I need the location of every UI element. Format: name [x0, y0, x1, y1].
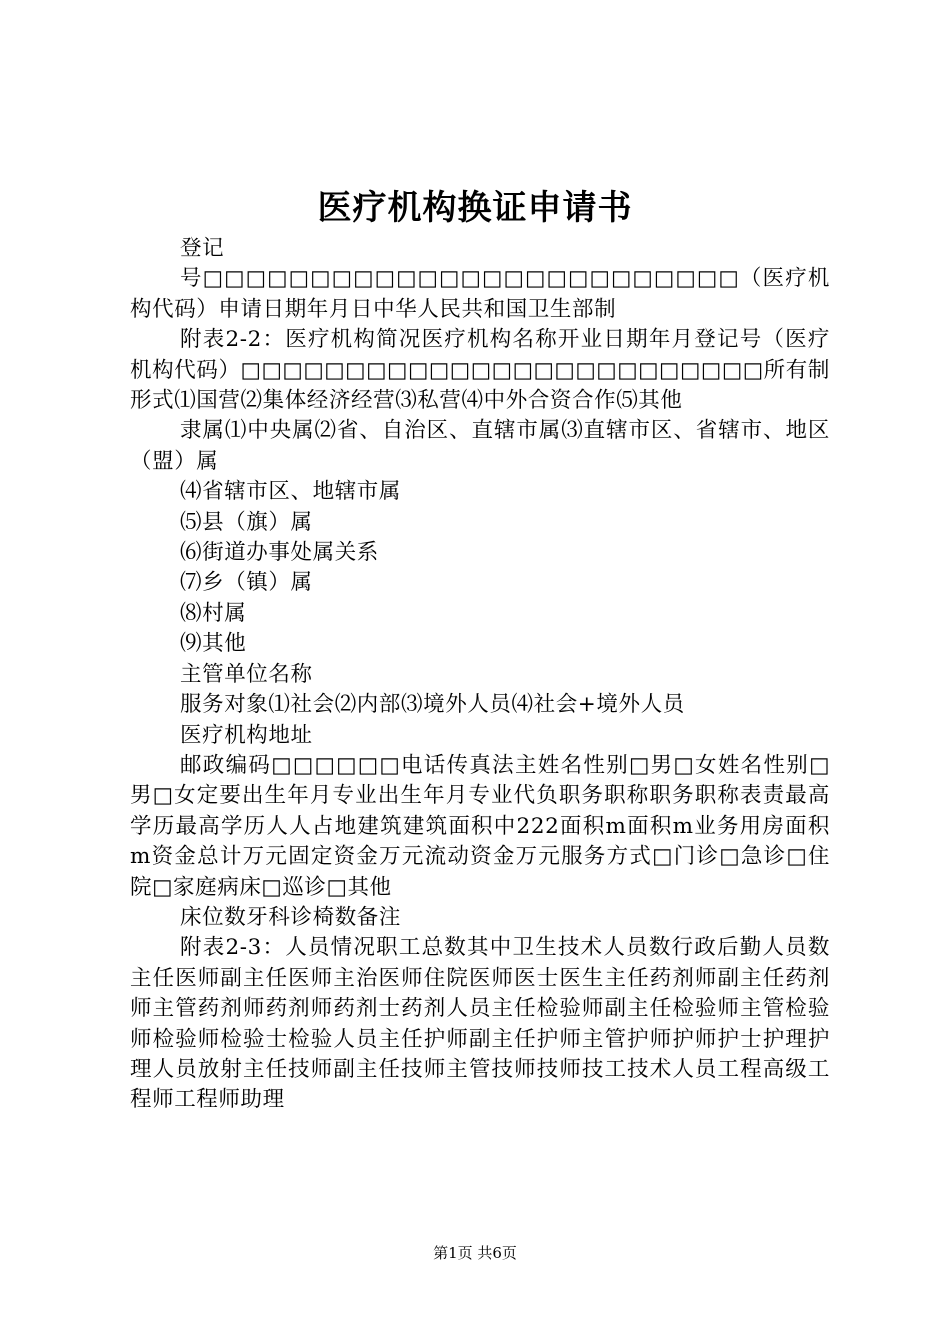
- paragraph-affiliation-option-9: ⑼其他: [180, 631, 247, 657]
- paragraph-affiliation-option-6: ⑹街道办事处属关系: [180, 540, 379, 566]
- paragraph-appendix-2-3: 附表2-3：人员情况职工总数其中卫生技术人员数行政后勤人员数主任医师副主任医师主治医师住院医师医士医生主任药剂师副主任药剂师主管药剂师药剂师药剂士药剂人员主任检验师副主任检验师主管检验师检验师检验士检验人员主任护师副主任护师主管护师护师护士护理护理人员放射主任技师副主任技师主管技师技师技工技术人员工程高级工程师工程师助理: [130, 935, 830, 1113]
- document-body: [130, 234, 830, 1116]
- paragraph-service-target: 服务对象⑴社会⑵内部⑶境外人员⑷社会+境外人员: [180, 692, 685, 718]
- paragraph-supervising-unit: 主管单位名称: [180, 661, 313, 687]
- paragraph-affiliation-option-4: ⑷省辖市区、地辖市属: [180, 479, 402, 505]
- paragraph-affiliation-option-7: ⑺乡（镇）属: [180, 570, 313, 596]
- paragraph-affiliation-option-5: ⑸县（旗）属: [180, 509, 313, 535]
- paragraph-contact-details: 邮政编码□□□□□□电话传真法主姓名性别□男□女姓名性别□男□女定要出生年月专业出生年月专业代负职务职称职务职称表责最高学历最高学历人人占地建筑建筑面积中222面积m面积m业务用房面积m资金总计万元固定资金万元流动资金万元服务方式□门诊□急诊□住院□家庭病床□巡诊□其他: [130, 752, 830, 900]
- paragraph-affiliation-option-8: ⑻村属: [180, 600, 247, 626]
- page-number: 第1页 共6页: [433, 1244, 517, 1262]
- paragraph-appendix-2-2: 附表2-2：医疗机构简况医疗机构名称开业日期年月登记号（医疗机构代码）□□□□□□□□□□□□□□□□□□□□□□□□□所有制形式⑴国营⑵集体经济经营⑶私营⑷中外合资合作⑸其他: [130, 327, 830, 414]
- paragraph-affiliation: 隶属⑴中央属⑵省、自治区、直辖市属⑶直辖市区、省辖市、地区（盟）属: [130, 418, 830, 474]
- paragraph-registration: 登记: [180, 236, 225, 261]
- document-title: 医疗机构换证申请书: [317, 188, 633, 228]
- paragraph-institution-address: 医疗机构地址: [180, 722, 313, 748]
- paragraph-beds-remarks: 床位数牙科诊椅数备注: [180, 904, 402, 930]
- paragraph-registration-number: 号□□□□□□□□□□□□□□□□□□□□□□□□□（医疗机构代码）申请日期年月日中华人民共和国卫生部制: [130, 266, 830, 322]
